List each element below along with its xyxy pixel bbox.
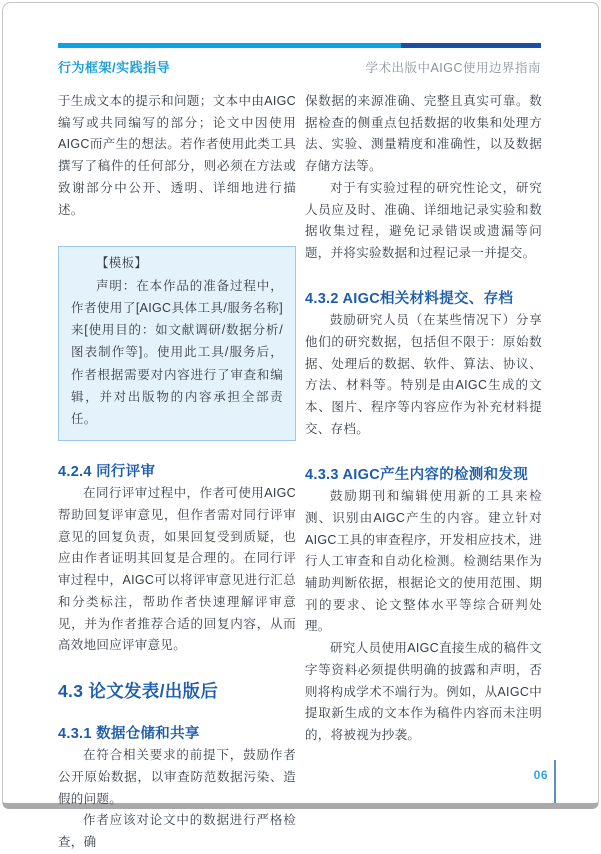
paragraph-data-sharing-2: 作者应该对论文中的数据进行严格检查，确 xyxy=(58,813,296,850)
paragraph-peer-review: 在同行评审过程中，作者可使用AIGC帮助回复评审意见，但作者需对同行评审意见的回复负责，如果回复受到质疑，也应由作者证明其回复是合理的。在同行评审过程中，AIGC可以将评审意见进行汇总和分类标注，帮助作者快速理解评审意见，并为作者推荐合适的回复内容，从而高效地回应评审意见。 xyxy=(58,486,296,653)
header-section-label: 行为框架/实践指导 xyxy=(58,60,171,75)
paragraph-experiment-records: 对于有实验过程的研究性论文，研究人员应及时、准确、详细地记录实验和数据收集过程，避免记录错误或遗漏等问题，并将实验数据和过程记录一并提交。 xyxy=(305,180,542,260)
template-box-body: 声明：在本作品的准备过程中，作者使用了[AIGC具体工具/服务名称]来[使用目的：如文献调研/数据分析/图表制作等]。使用此工具/服务后，作者根据需要对内容进行了审查和编辑，并对出版物的内容承担全部责任。 xyxy=(71,278,283,427)
template-box-title: 【模板】 xyxy=(96,256,148,271)
template-callout-box xyxy=(58,246,296,440)
running-header xyxy=(58,57,541,76)
heading-4-3-3: 4.3.3 AIGC产生内容的检测和发现 xyxy=(305,466,528,483)
heading-4-3-1: 4.3.1 数据仓储和共享 xyxy=(58,725,200,742)
document-page xyxy=(2,2,599,850)
paragraph-materials-archive: 鼓励研究人员（在某些情况下）分享他们的研究数据，包括但不限于：原始数据、处理后的数据、软件、算法、协议、方法、材料等。特别是由AIGC生成的文本、图片、程序等内容应作为补充材料提交、存档。 xyxy=(305,313,542,436)
header-document-title: 学术出版中AIGC使用边界指南 xyxy=(365,61,541,75)
paragraph-continuation: 于生成文本的提示和问题；文本中由AIGC编写或共同编写的部分；论文中因使用AIGC而产生的想法。若作者使用此类工具撰写了稿件的任何部分，则必须在方法或致谢部分中公开、透明、详细地进行描述。 xyxy=(58,94,296,217)
header-accent-bar xyxy=(58,43,541,48)
heading-4-3-2: 4.3.2 AIGC相关材料提交、存档 xyxy=(305,290,514,307)
left-column xyxy=(58,91,296,854)
footer-vertical-rule xyxy=(554,760,556,803)
heading-4-3: 4.3 论文发表/出版后 xyxy=(58,680,219,701)
heading-4-2-4: 4.2.4 同行评审 xyxy=(58,463,156,480)
paragraph-detection-1: 鼓励期刊和编辑使用新的工具来检测、识别由AIGC产生的内容。建立针对AIGC工具的审查程序，开发相应技术，进行人工审查和自动化检测。检测结果作为辅助判断依据，根据论文的使用范围、期刊的要求、论文整体水平等综合研判处理。 xyxy=(305,489,542,634)
page-number: 06 xyxy=(533,768,548,782)
paragraph-detection-2: 研究人员使用AIGC直接生成的稿件文字等资料必须提供明确的披露和声明，否则将构成学术不端行为。例如，从AIGC中提取新生成的文本作为稿件内容而未注明的，将被视为抄袭。 xyxy=(305,641,542,742)
header-bar-dark-segment xyxy=(401,43,541,48)
right-column xyxy=(305,91,542,747)
header-bar-light-segment xyxy=(58,43,401,48)
paragraph-data-sharing-1: 在符合相关要求的前提下，鼓励作者公开原始数据，以审查防范数据污染、造假的问题。 xyxy=(58,748,296,806)
paragraph-data-check-continuation: 保数据的来源准确、完整且真实可靠。数据检查的侧重点包括数据的收集和处理方法、实验、测量精度和准确性，以及数据存储方法等。 xyxy=(305,94,542,174)
